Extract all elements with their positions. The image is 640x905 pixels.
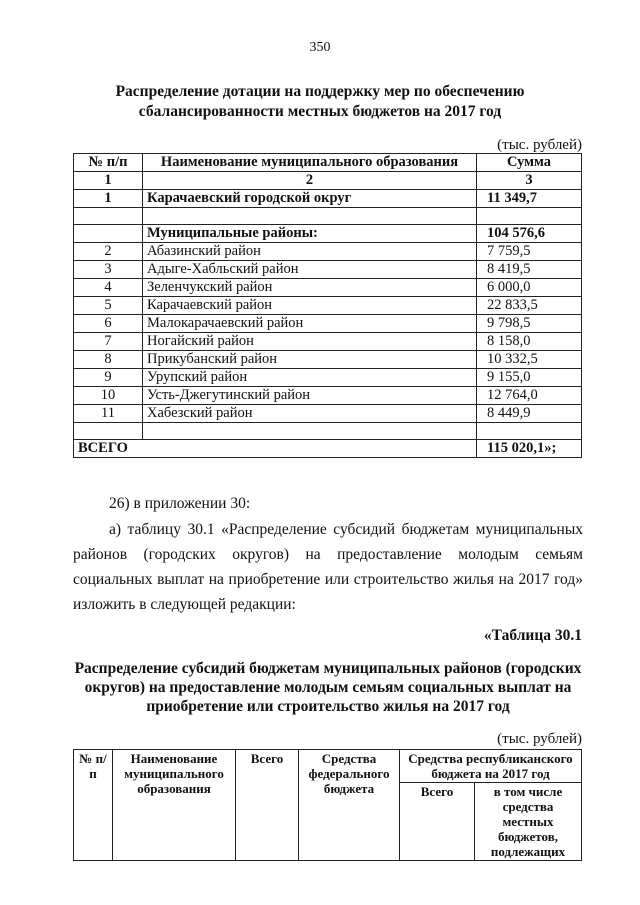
- total-label: ВСЕГО: [74, 440, 477, 458]
- row-num: 1: [74, 190, 143, 208]
- table-row: [74, 315, 582, 333]
- header-total: Всего: [236, 750, 299, 861]
- table-row: [74, 225, 582, 243]
- table-row: [74, 279, 582, 297]
- row-num: 2: [74, 243, 143, 261]
- header-num: № п/п: [74, 154, 143, 172]
- header-republic-local: в том числе средства местных бюджетов, подлежащих: [475, 783, 582, 861]
- column-number: 3: [477, 172, 582, 190]
- table2-label: «Таблица 30.1: [483, 627, 582, 644]
- table1-title: Распределение дотации на поддержку мер по обеспечению сбалансированности местных бюджетов на 2017 год: [115, 83, 525, 120]
- table-header-row: [74, 750, 582, 783]
- header-num: № п/п: [74, 750, 113, 861]
- table-row: [74, 190, 582, 208]
- header-name: Наименование муниципального образования: [113, 750, 236, 861]
- row-name: Малокарачаевский район: [143, 315, 477, 333]
- row-sum: 22 833,5: [477, 297, 582, 315]
- row-sum: 9 155,0: [477, 369, 582, 387]
- table-column-numbers-row: [74, 172, 582, 190]
- table1-unit: (тыс. рублей): [497, 137, 582, 153]
- table-row: [74, 405, 582, 423]
- row-name: Прикубанский район: [143, 351, 477, 369]
- row-num: 11: [74, 405, 143, 423]
- row-sum: 11 349,7: [477, 190, 582, 208]
- table-row: [74, 351, 582, 369]
- row-sum: 8 449,9: [477, 405, 582, 423]
- row-name: Зеленчукский район: [143, 279, 477, 297]
- table-empty-row: [74, 423, 582, 440]
- row-name: Усть-Джегутинский район: [143, 387, 477, 405]
- table-row: [74, 243, 582, 261]
- column-number: 1: [74, 172, 143, 190]
- header-republic-total: Всего: [400, 783, 475, 861]
- paragraph-appendix: 26) в приложении 30:: [109, 495, 251, 512]
- row-name: Урупский район: [143, 369, 477, 387]
- housing-subsidy-table: [73, 749, 582, 861]
- row-name: Абазинский район: [143, 243, 477, 261]
- row-name: Ногайский район: [143, 333, 477, 351]
- row-sum: 12 764,0: [477, 387, 582, 405]
- row-num: 7: [74, 333, 143, 351]
- row-num: 6: [74, 315, 143, 333]
- paragraph-amendment: а) таблицу 30.1 «Распределение субсидий бюджетам муниципальных районов (городских округов) на предоставление молодым семьям социальных выплат на приобретение или строительство жилья на 2017 год» изложить в следующей редакции:: [73, 521, 583, 613]
- table-row: [74, 333, 582, 351]
- row-sum: 7 759,5: [477, 243, 582, 261]
- table-row: [74, 297, 582, 315]
- header-name: Наименование муниципального образования: [143, 154, 477, 172]
- subsidy-distribution-table: [73, 153, 582, 458]
- table-header-row: [74, 154, 582, 172]
- total-sum: 115 020,1»;: [477, 440, 582, 458]
- table2-unit: (тыс. рублей): [497, 731, 582, 747]
- row-num: 8: [74, 351, 143, 369]
- table-empty-row: [74, 208, 582, 225]
- row-num: 3: [74, 261, 143, 279]
- row-num: 5: [74, 297, 143, 315]
- page-number: 350: [309, 40, 331, 55]
- header-republic: Средства республиканского бюджета на 2017 год: [400, 750, 582, 783]
- header-sum: Сумма: [477, 154, 582, 172]
- table-row: [74, 261, 582, 279]
- table-row: [74, 369, 582, 387]
- row-sum: 9 798,5: [477, 315, 582, 333]
- header-federal: Средства федерального бюджета: [299, 750, 400, 861]
- row-name: Карачаевский район: [143, 297, 477, 315]
- row-num: 4: [74, 279, 143, 297]
- column-number: 2: [143, 172, 477, 190]
- row-name: Хабезский район: [143, 405, 477, 423]
- row-num: 10: [74, 387, 143, 405]
- row-name: Муниципальные районы:: [143, 225, 477, 243]
- table-total-row: [74, 440, 582, 458]
- row-name: Карачаевский городской округ: [143, 190, 477, 208]
- table-row: [74, 387, 582, 405]
- row-sum: 8 419,5: [477, 261, 582, 279]
- row-sum: 104 576,6: [477, 225, 582, 243]
- row-sum: 8 158,0: [477, 333, 582, 351]
- row-sum: 10 332,5: [477, 351, 582, 369]
- row-name: Адыге-Хабльский район: [143, 261, 477, 279]
- row-sum: 6 000,0: [477, 279, 582, 297]
- row-num: 9: [74, 369, 143, 387]
- table2-title: Распределение субсидий бюджетам муниципальных районов (городских округов) на предоставление молодым семьям социальных выплат на приобретение или строительство жилья на 2017 год: [74, 660, 582, 715]
